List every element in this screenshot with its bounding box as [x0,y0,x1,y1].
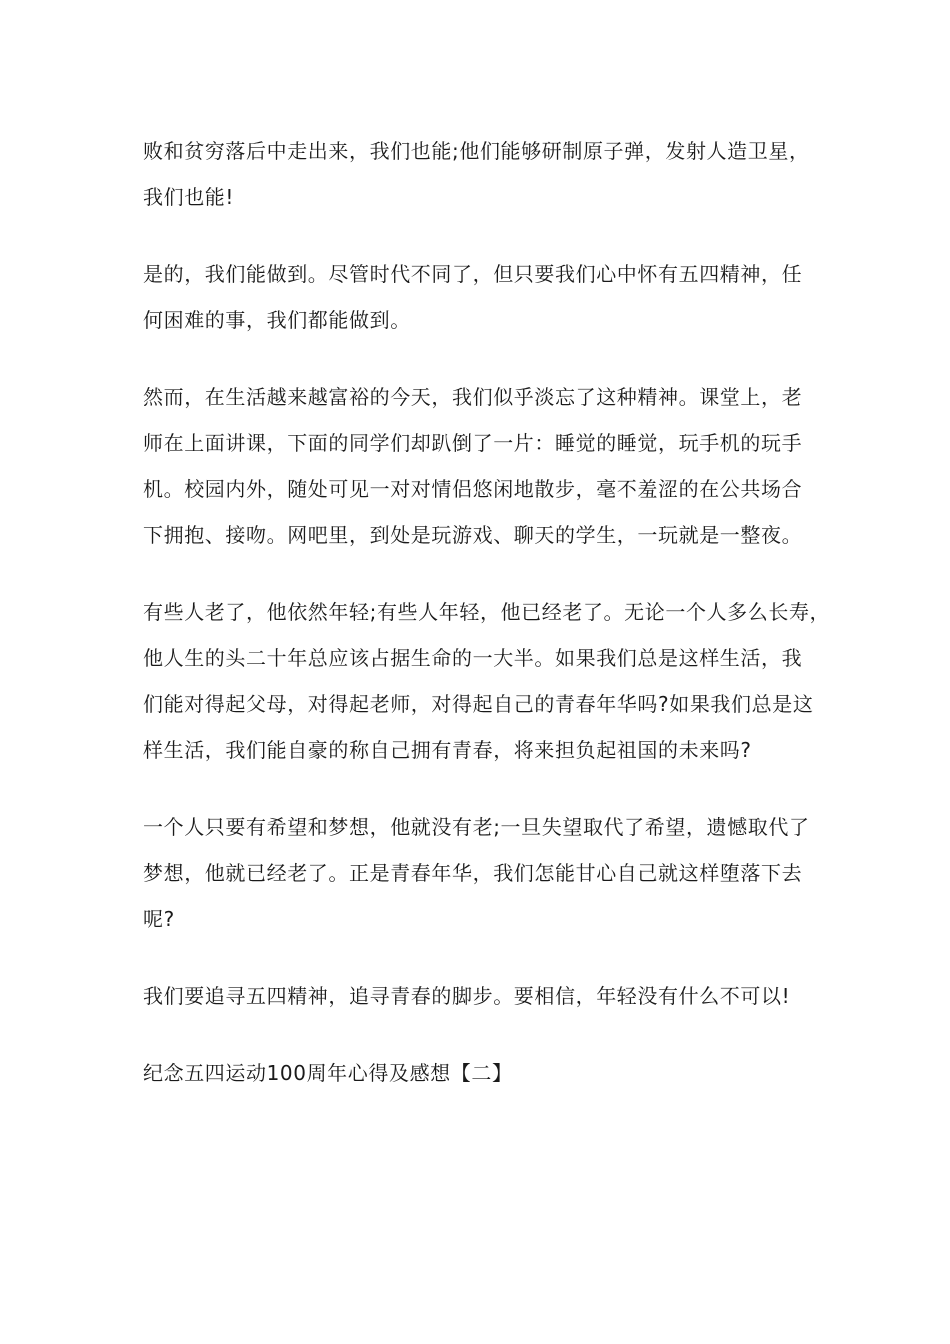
text-line: 败和贫穷落后中走出来，我们也能;他们能够研制原子弹，发射人造卫星， [143,139,810,163]
text-line: 有些人老了，他依然年轻;有些人年轻，他已经老了。无论一个人多么长寿， [143,600,831,624]
paragraph-5 [143,804,815,942]
section-heading-text: 纪念五四运动100周年心得及感想【二】 [143,1061,513,1085]
paragraph-2 [143,251,815,343]
text-line: 梦想，他就已经老了。正是青春年华，我们怎能甘心自己就这样堕落下去 [143,861,803,885]
text-line: 师在上面讲课，下面的同学们却趴倒了一片：睡觉的睡觉，玩手机的玩手 [143,431,803,455]
text-line: 是的，我们能做到。尽管时代不同了，但只要我们心中怀有五四精神，任 [143,262,803,286]
paragraph-3 [143,374,815,558]
text-line: 他人生的头二十年总应该占据生命的一大半。如果我们总是这样生活，我 [143,646,803,670]
document-body [143,128,831,1127]
text-line: 们能对得起父母，对得起老师，对得起自己的青春年华吗?如果我们总是这 [143,692,814,716]
text-line: 一个人只要有希望和梦想，他就没有老;一旦失望取代了希望，遗憾取代了 [143,815,810,839]
paragraph-1 [143,128,815,220]
text-line: 然而，在生活越来越富裕的今天，我们似乎淡忘了这种精神。课堂上，老 [143,385,803,409]
paragraph-6 [143,973,815,1019]
text-line: 我们也能! [143,185,235,209]
text-line: 我们要追寻五四精神，追寻青春的脚步。要相信，年轻没有什么不可以! [143,984,791,1008]
text-line: 样生活，我们能自豪的称自己拥有青春，将来担负起祖国的未来吗? [143,738,752,762]
text-line: 呢? [143,907,175,931]
paragraph-4 [143,589,831,773]
text-line: 下拥抱、接吻。网吧里，到处是玩游戏、聊天的学生，一玩就是一整夜。 [143,523,803,547]
text-line: 机。校园内外，随处可见一对对情侣悠闲地散步，毫不羞涩的在公共场合 [143,477,803,501]
text-line: 何困难的事，我们都能做到。 [143,308,411,332]
section-heading [143,1050,815,1096]
